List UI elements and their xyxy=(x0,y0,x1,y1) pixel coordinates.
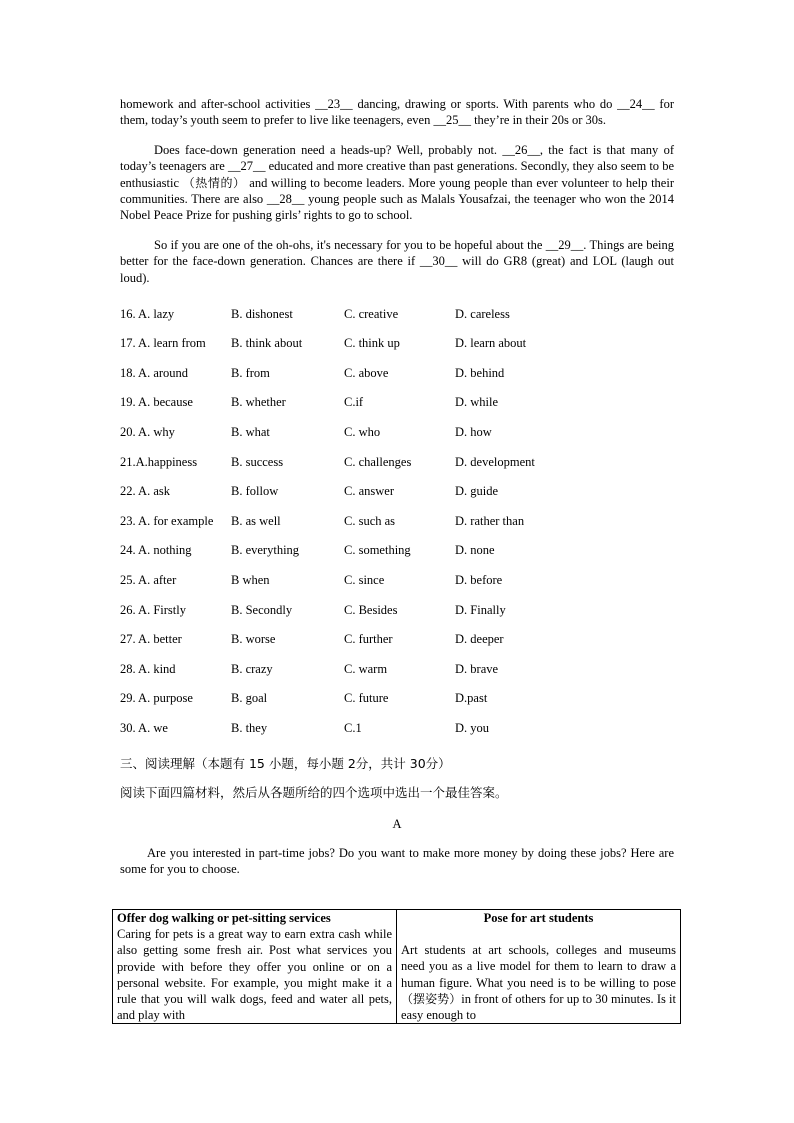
passage-paragraph-2 xyxy=(120,142,674,224)
option-a: 23. A. for example xyxy=(120,513,214,528)
option-c: C. such as xyxy=(344,513,396,528)
option-b: B. Secondly xyxy=(231,602,293,617)
left-cell-body: Caring for pets is a great way to earn extra cash while also getting some fresh air. Post what services you provide with before they offer you online or on a personal website. For example, you might make it a rule that you will walk dogs, feed and water all pets, and play with xyxy=(117,927,392,1023)
option-row xyxy=(120,595,674,625)
option-a: 24. A. nothing xyxy=(120,543,192,558)
option-a: 17. A. learn from xyxy=(120,336,206,351)
option-row xyxy=(120,713,674,743)
option-c: C. further xyxy=(344,632,393,647)
passage-paragraph-3: So if you are one of the oh-ohs, it's necessary for you to be hopeful about the __29__. Things are being better for the face-down generation. Chances are there if __30__ will do GR8 (great) and LOL (laugh out loud). xyxy=(120,237,674,285)
option-b: B. think about xyxy=(231,336,303,351)
option-d: D. brave xyxy=(455,661,499,676)
left-cell-title: Offer dog walking or pet-sitting services xyxy=(117,911,331,925)
option-b: B. dishonest xyxy=(231,306,293,321)
option-d: D. deeper xyxy=(455,632,504,647)
option-b: B. crazy xyxy=(231,661,273,676)
option-b: B. follow xyxy=(231,484,279,499)
option-c: C. future xyxy=(344,691,389,706)
option-c: C.1 xyxy=(344,720,362,735)
option-row xyxy=(120,417,674,447)
option-row xyxy=(120,447,674,477)
jobs-table xyxy=(112,909,681,1024)
option-a: 27. A. better xyxy=(120,632,182,647)
option-d: D.past xyxy=(455,691,488,706)
option-row xyxy=(120,477,674,507)
option-d: D. careless xyxy=(455,306,510,321)
option-row xyxy=(120,565,674,595)
options-list xyxy=(120,299,674,743)
option-a: 16. A. lazy xyxy=(120,306,175,321)
option-c: C. answer xyxy=(344,484,394,499)
option-d: D. while xyxy=(455,395,499,410)
option-b: B. worse xyxy=(231,632,276,647)
option-d: D. behind xyxy=(455,365,505,380)
option-a: 29. A. purpose xyxy=(120,691,193,706)
passage-paragraph-1: homework and after-school activities __23__ dancing, drawing or sports. With parents who do __24__ for them, today’s youth seem to prefer to live like teenagers, even __25__ they’re in their 20s or 30s. xyxy=(120,97,674,128)
table-row xyxy=(113,910,681,1024)
option-row xyxy=(120,684,674,714)
option-b: B. from xyxy=(231,365,270,380)
option-b: B. what xyxy=(231,425,270,440)
option-b: B. they xyxy=(231,720,268,735)
option-c: C. who xyxy=(344,425,381,440)
right-cell-text-a: Art students at art schools, colleges and museums need you as a live model for them to learn to draw a human figure. What you need is to be willing to pose xyxy=(401,943,676,990)
option-a: 20. A. why xyxy=(120,425,175,440)
reading-intro: Are you interested in part-time jobs? Do you want to make more money by doing these jobs? Here are some for you to choose. xyxy=(120,845,674,877)
option-b: B. success xyxy=(231,454,284,469)
option-d: D. before xyxy=(455,573,503,587)
option-d: D. how xyxy=(455,425,492,440)
option-d: D. Finally xyxy=(455,602,506,617)
option-d: D. learn about xyxy=(455,336,527,351)
paragraph-2-chinese-gloss: （热情的） xyxy=(182,175,246,190)
option-a: 30. A. we xyxy=(120,720,168,735)
option-c: C. something xyxy=(344,543,411,558)
passage-letter: A xyxy=(392,816,402,831)
option-c: C. warm xyxy=(344,661,388,676)
option-row xyxy=(120,329,674,359)
option-b: B. everything xyxy=(231,543,300,558)
option-c: C.if xyxy=(344,395,364,410)
paragraph-2-text-b: and willing to become leaders. More young people than ever volunteer to help their communities. There are also __28__ young people such as Malals Yousafzai, the teenager who won the 2014 Nobel Peace Prize for pushing girls’ rights to go to school. xyxy=(120,175,674,223)
option-b: B. goal xyxy=(231,691,268,706)
option-row xyxy=(120,388,674,418)
option-d: D. rather than xyxy=(455,513,525,528)
option-d: D. development xyxy=(455,454,535,469)
right-cell-title: Pose for art students xyxy=(483,911,594,925)
option-d: D. none xyxy=(455,543,495,558)
option-b: B. whether xyxy=(231,395,286,410)
option-c: C. challenges xyxy=(344,454,412,469)
option-b: B. as well xyxy=(231,513,281,528)
option-c: C. above xyxy=(344,365,389,380)
option-c: C. think up xyxy=(344,336,400,351)
option-c: C. Besides xyxy=(344,602,398,617)
option-a: 21.A.happiness xyxy=(120,454,198,469)
option-row xyxy=(120,506,674,536)
option-d: D. you xyxy=(455,720,490,735)
right-cell-text-b: in front of others for up to 30 minutes. Is it easy enough to xyxy=(401,991,676,1023)
paragraph-2-text-a: Does face-down generation need a heads-up? Well, probably not. __26__, the fact is that many of today’s teenagers are __27__ educated and more creative than past generations. Secondly, they also seem to be enthusiastic xyxy=(120,142,674,190)
table-cell-left xyxy=(113,910,397,1024)
option-a: 18. A. around xyxy=(120,365,189,380)
document-page xyxy=(120,96,674,878)
option-a: 22. A. ask xyxy=(120,484,170,499)
option-a: 19. A. because xyxy=(120,395,193,410)
option-a: 26. A. Firstly xyxy=(120,602,186,617)
option-row xyxy=(120,299,674,329)
right-cell-body xyxy=(401,942,676,1023)
option-a: 28. A. kind xyxy=(120,661,176,676)
table-cell-right xyxy=(397,910,681,1024)
section-3-heading: 三、阅读理解（本题有 15 小题，每小题 2分，共计 30分） xyxy=(120,755,451,771)
option-b: B when xyxy=(231,573,270,587)
right-cell-spacer xyxy=(401,926,676,942)
option-row xyxy=(120,358,674,388)
option-row xyxy=(120,654,674,684)
option-row xyxy=(120,536,674,566)
option-c: C. creative xyxy=(344,306,399,321)
option-a: 25. A. after xyxy=(120,573,177,587)
section-3-instruction: 阅读下面四篇材料，然后从各题所给的四个选项中选出一个最佳答案。 xyxy=(120,784,508,800)
option-row xyxy=(120,625,674,655)
option-c: C. since xyxy=(344,573,385,587)
right-cell-chinese-gloss: （摆姿势） xyxy=(401,991,462,1006)
option-d: D. guide xyxy=(455,484,499,499)
